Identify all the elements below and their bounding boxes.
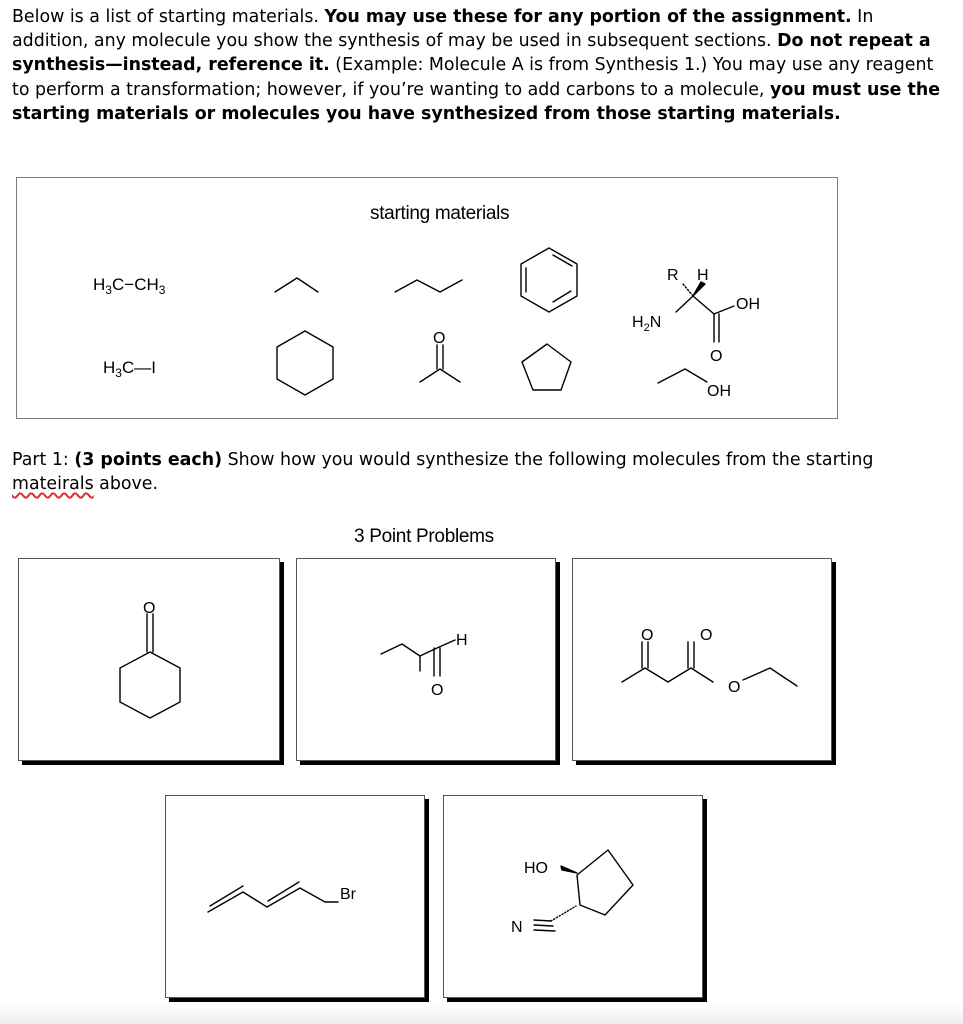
benzene-structure [521, 248, 577, 312]
misspelled-word: mateirals [12, 474, 94, 495]
svg-text:Br: Br [340, 886, 356, 903]
svg-text:O: O [710, 348, 723, 365]
ethane-structure [93, 275, 166, 297]
svg-text:H2N: $H_2N$ [632, 314, 662, 334]
butane-structure [395, 280, 462, 292]
svg-text:R: R [667, 267, 679, 284]
svg-text:H: H [697, 267, 709, 284]
svg-text:OH: OH [736, 296, 760, 313]
amino-acid-structure [632, 267, 760, 365]
cyclohexane-structure [277, 331, 333, 395]
part1-instructions: Part 1: (3 points each) Show how you would synthesize the following molecules from the starting mateirals above. [12, 450, 874, 495]
svg-text:H3C—I: $H_3C—I$ [103, 358, 156, 380]
svg-text:O: O [431, 682, 444, 699]
svg-text:O: O [433, 330, 446, 347]
svg-text:O: O [143, 600, 156, 617]
svg-text:H: H [456, 632, 468, 649]
svg-text:N: N [511, 919, 523, 936]
propanoic-acid-structure [658, 369, 731, 400]
svg-text:O: O [728, 679, 741, 696]
instructions-paragraph: Below is a list of starting materials. You may use these for any portion of the assignment. In addition, any molecule you show the synthesis of may be used in subsequent sections. Do not repeat a synthesis—instead, reference it. (Example: Molecule A is from Synthesis 1.) You may use any reagent to perform a transformation; however, if you’re wanting to add carbons to a molecule, you must use the starting materials or molecules you have synthesized from those starting materials. [12, 7, 941, 124]
cyclopentane-structure [522, 344, 571, 390]
svg-text:O: O [700, 627, 713, 644]
page-bottom-fade [0, 1004, 963, 1024]
iodomethane-structure [103, 358, 156, 380]
starting-materials-title: starting materials [370, 203, 510, 224]
allyl-bromide-structure [208, 882, 357, 912]
svg-text:HO: HO [524, 860, 548, 877]
cyclohexanone-structure [120, 600, 180, 718]
methylbutanal-structure [381, 632, 468, 699]
svg-text:H3C−CH3: $H_3C-CH_3$ [93, 275, 166, 297]
svg-text:O: O [641, 627, 654, 644]
problems-title: 3 Point Problems [354, 526, 494, 547]
cyanohydrin-structure [511, 850, 633, 936]
svg-text:OH: OH [707, 383, 731, 400]
acetone-structure [420, 330, 460, 382]
ketoester-structure [622, 627, 797, 696]
propane-structure [275, 278, 318, 292]
